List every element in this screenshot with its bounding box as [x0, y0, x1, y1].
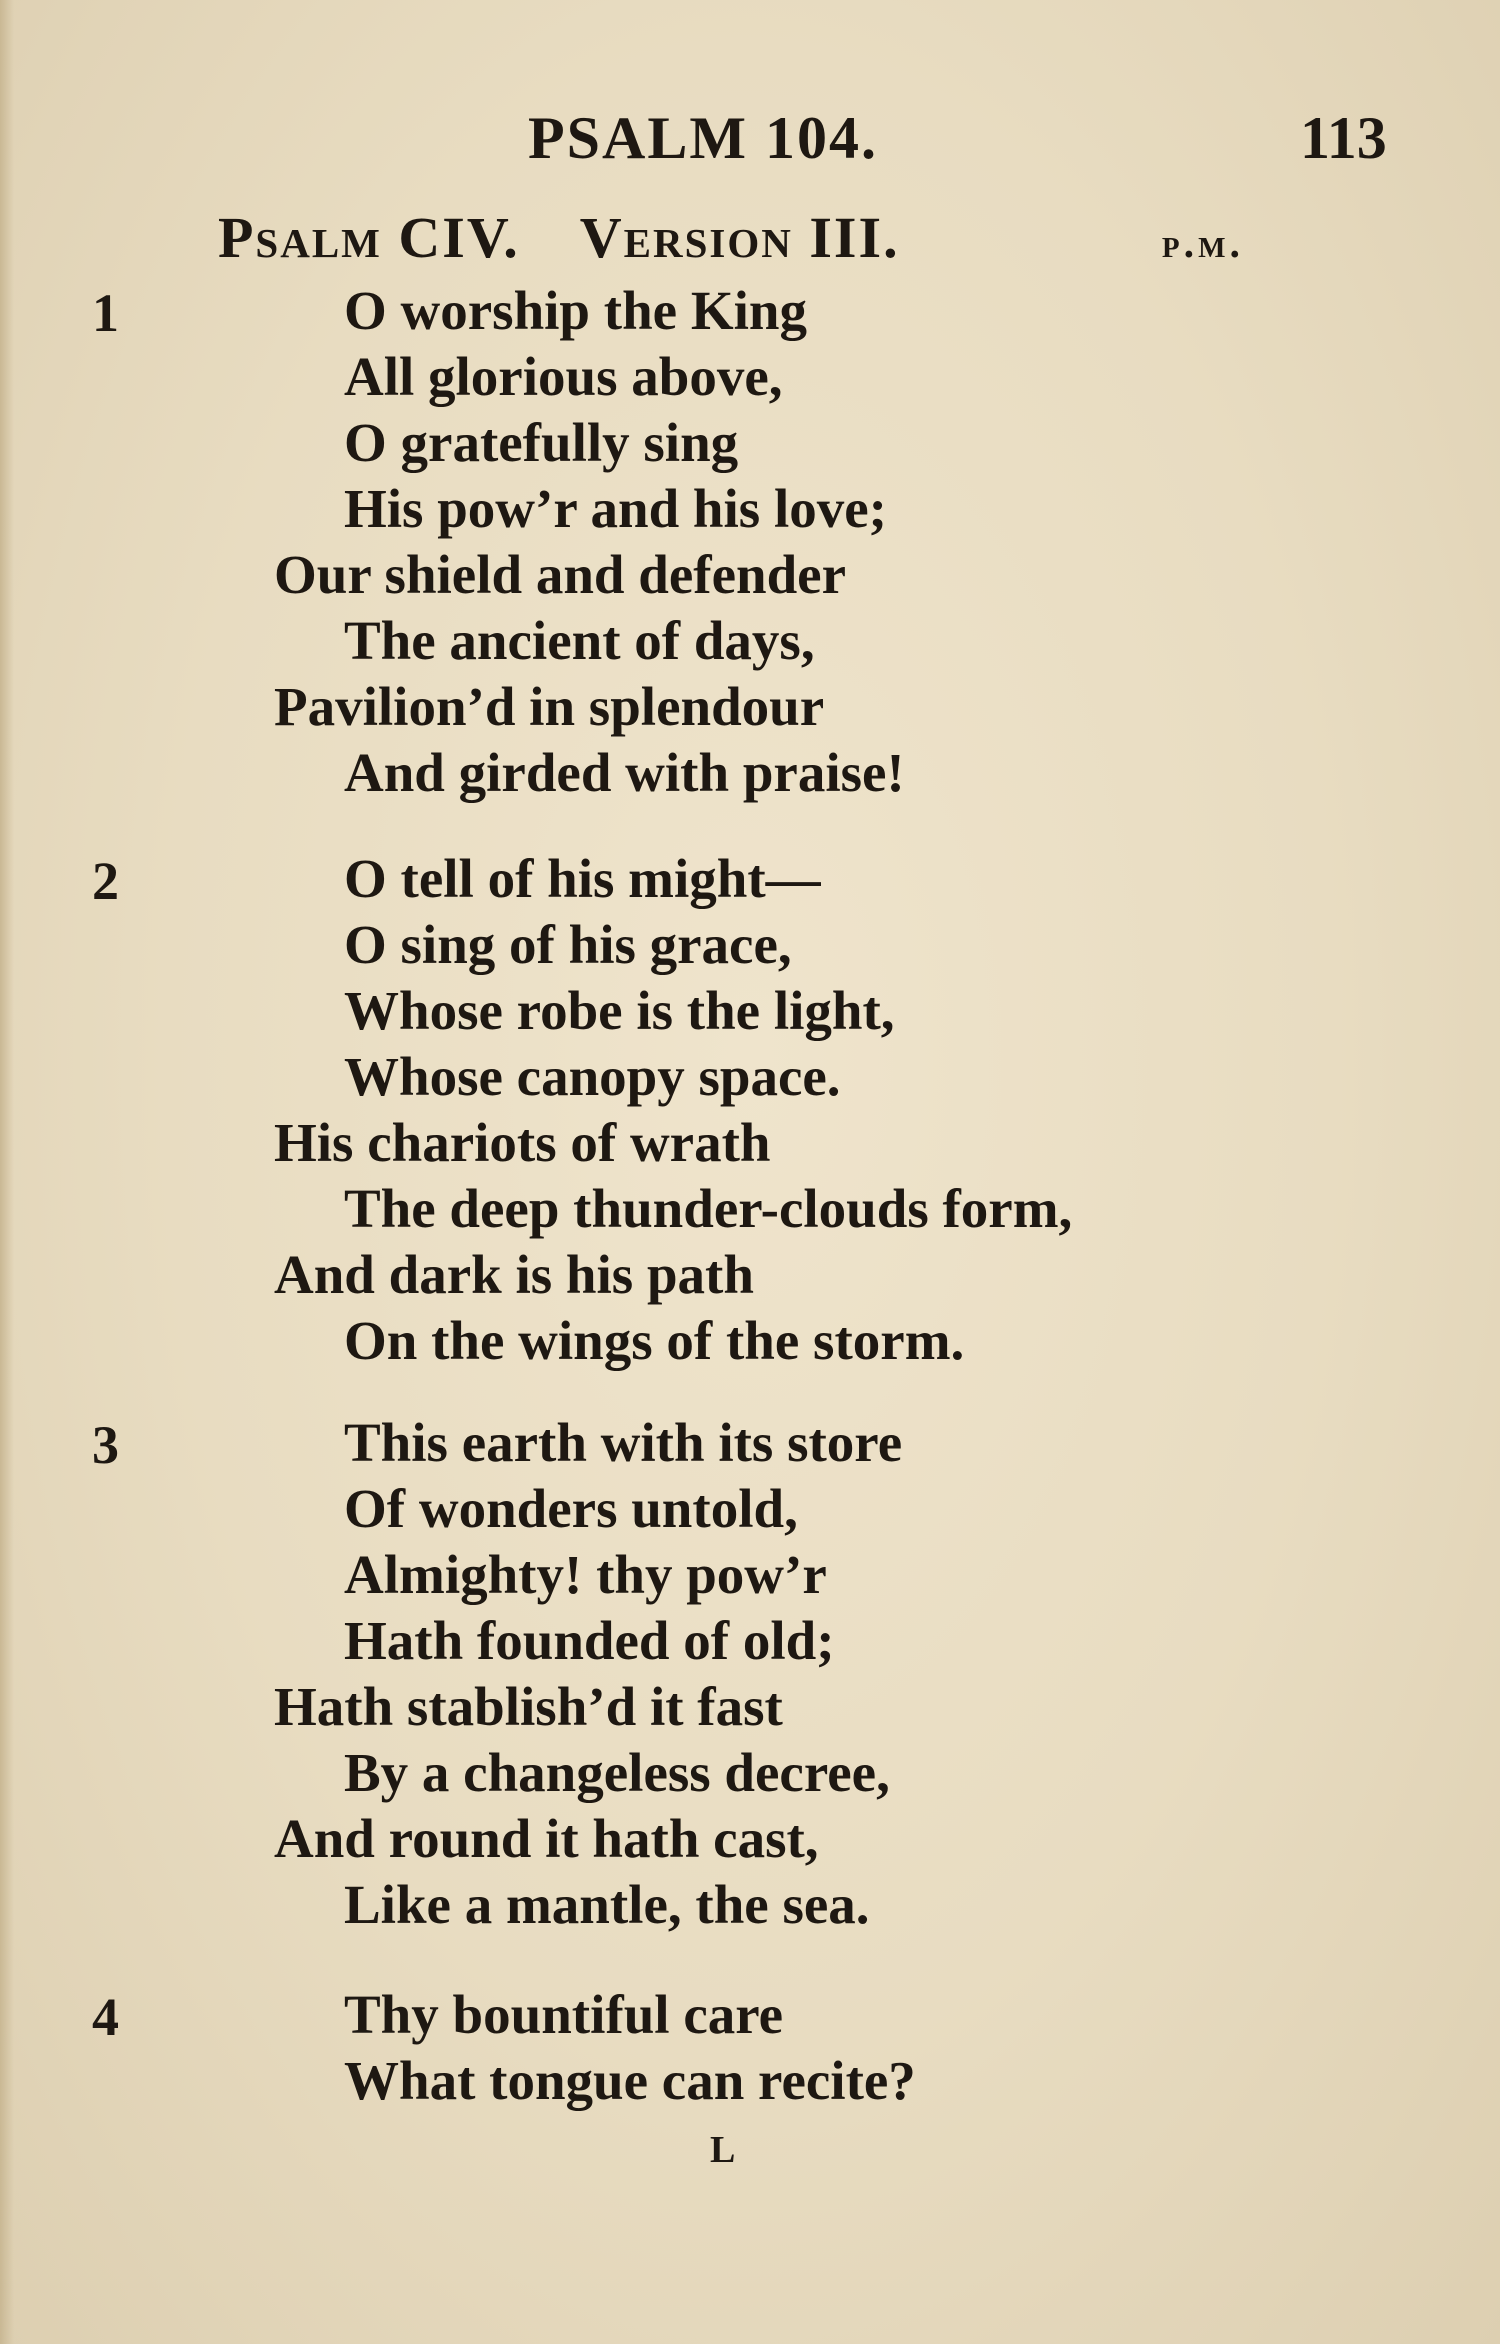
version-label: Version III.	[579, 205, 900, 270]
stanza-number: 2	[92, 851, 119, 911]
verse-line: Hath stablish’d it fast	[274, 1676, 783, 1737]
verse-line: Like a mantle, the sea.	[344, 1874, 870, 1935]
stanza-number: 1	[92, 283, 119, 343]
psalm-label: Psalm CIV.	[218, 205, 520, 270]
verse-line: O gratefully sing	[344, 412, 739, 473]
verse-line: This earth with its store	[344, 1412, 903, 1473]
running-title: PSALM 104.	[528, 105, 878, 171]
verse-line: Almighty! thy pow’r	[344, 1544, 827, 1605]
verse-line: His pow’r and his love;	[344, 478, 887, 539]
verse-line: O worship the King	[344, 280, 807, 341]
verse-line: Our shield and defender	[274, 544, 846, 605]
signature-mark: L	[710, 2129, 736, 2171]
stanza-number: 3	[92, 1415, 119, 1475]
verse-line: O sing of his grace,	[344, 914, 792, 975]
verse-line: And girded with praise!	[344, 742, 905, 803]
verse-line: His chariots of wrath	[274, 1112, 771, 1173]
verse-line: O tell of his might—	[344, 848, 821, 909]
verse-line: And dark is his path	[274, 1244, 754, 1305]
verse-line: Hath founded of old;	[344, 1610, 835, 1671]
verse-line: And round it hath cast,	[274, 1808, 819, 1869]
stanza-number: 4	[92, 1987, 119, 2047]
verse-line: On the wings of the storm.	[344, 1310, 965, 1371]
verse-line: Whose canopy space.	[344, 1046, 841, 1107]
psalm-heading	[218, 204, 1268, 271]
verse-line: Pavilion’d in splendour	[274, 676, 825, 737]
meter-label: p.m.	[1161, 221, 1244, 267]
verse-line: Whose robe is the light,	[344, 980, 895, 1041]
page-number: 113	[1300, 105, 1387, 171]
verse-line: What tongue can recite?	[344, 2050, 916, 2111]
verse-line: Thy bountiful care	[344, 1984, 784, 2045]
verse-line: The ancient of days,	[344, 610, 815, 671]
verse-line: Of wonders untold,	[344, 1478, 798, 1539]
verse-line: By a changeless decree,	[344, 1742, 890, 1803]
verse-line: The deep thunder-clouds form,	[344, 1178, 1073, 1239]
verse-line: All glorious above,	[344, 346, 783, 407]
